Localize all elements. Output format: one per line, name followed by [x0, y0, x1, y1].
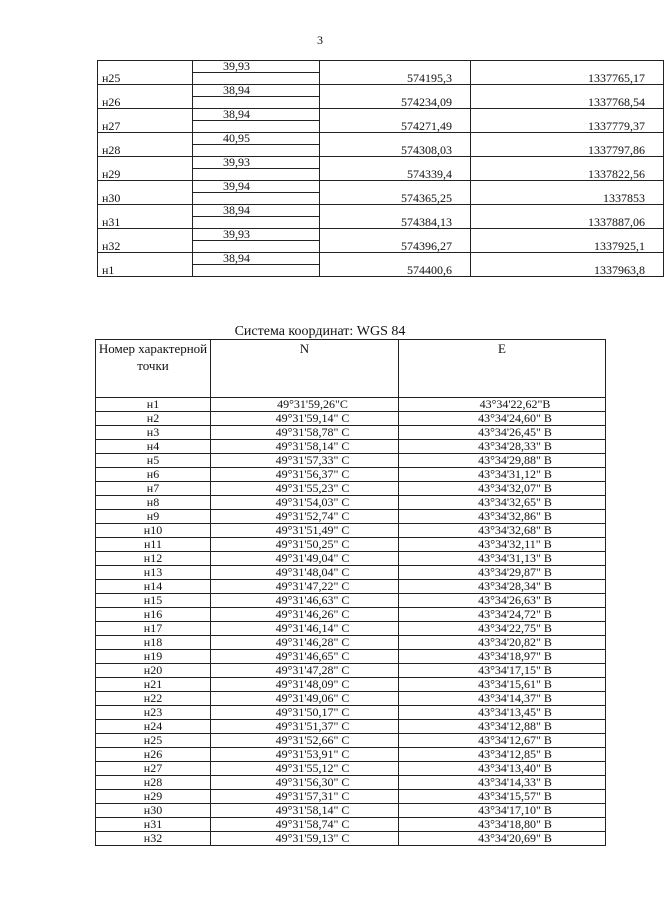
latitude-cell: 49°31'54,03" С	[211, 496, 399, 510]
y-coordinate-cell: 1337822,56	[471, 169, 664, 181]
longitude-cell: 43°34'26,63" В	[399, 594, 606, 608]
latitude-cell: 49°31'51,37" С	[211, 720, 399, 734]
distance-row	[98, 181, 664, 193]
point-name-cell: н15	[96, 594, 211, 608]
table-cell	[193, 145, 320, 157]
table-row	[96, 510, 606, 524]
table-cell	[193, 97, 320, 109]
table-row	[96, 580, 606, 594]
table-row	[98, 73, 664, 85]
point-name-cell: н27	[98, 121, 193, 133]
coordinates-table-continued	[97, 60, 664, 277]
point-name-cell: н26	[98, 97, 193, 109]
point-name-cell: н32	[96, 832, 211, 846]
longitude-cell: 43°34'31,12" В	[399, 468, 606, 482]
latitude-cell: 49°31'56,30" С	[211, 776, 399, 790]
distance-row	[98, 157, 664, 169]
point-name-cell: н9	[96, 510, 211, 524]
y-coordinate-cell: 1337887,06	[471, 217, 664, 229]
point-name-cell: н4	[96, 440, 211, 454]
longitude-cell: 43°34'31,13" В	[399, 552, 606, 566]
table-row	[98, 169, 664, 181]
latitude-cell: 49°31'50,17" С	[211, 706, 399, 720]
point-name-cell: н13	[96, 566, 211, 580]
longitude-cell: 43°34'13,45" В	[399, 706, 606, 720]
page-number: 3	[317, 33, 323, 47]
x-coordinate-cell: 574308,03	[320, 145, 471, 157]
longitude-cell: 43°34'20,82" В	[399, 636, 606, 650]
table-row	[96, 748, 606, 762]
header-point-number: Номер характерной точки	[96, 340, 211, 398]
point-name-cell: н29	[96, 790, 211, 804]
table-cell	[193, 73, 320, 85]
latitude-cell: 49°31'52,66" С	[211, 734, 399, 748]
x-coordinate-cell: 574195,3	[320, 73, 471, 85]
table-row	[96, 790, 606, 804]
x-coordinate-cell: 574384,13	[320, 217, 471, 229]
longitude-cell: 43°34'18,97" В	[399, 650, 606, 664]
point-name-cell: н28	[98, 145, 193, 157]
distance-cell: 39,94	[193, 181, 320, 193]
longitude-cell: 43°34'22,75" В	[399, 622, 606, 636]
table-row	[96, 692, 606, 706]
table-cell	[193, 241, 320, 253]
table-row	[96, 454, 606, 468]
x-coordinate-cell: 574365,25	[320, 193, 471, 205]
point-name-cell: н14	[96, 580, 211, 594]
distance-row	[98, 85, 664, 97]
table-row	[96, 720, 606, 734]
latitude-cell: 49°31'58,74" С	[211, 818, 399, 832]
point-name-cell: н19	[96, 650, 211, 664]
table-cell	[193, 217, 320, 229]
latitude-cell: 49°31'52,74" С	[211, 510, 399, 524]
x-coordinate-cell: 574396,27	[320, 241, 471, 253]
table-row	[96, 776, 606, 790]
distance-row	[98, 133, 664, 145]
latitude-cell: 49°31'50,25" С	[211, 538, 399, 552]
distance-row	[98, 253, 664, 265]
distance-cell: 38,94	[193, 205, 320, 217]
latitude-cell: 49°31'49,04" С	[211, 552, 399, 566]
latitude-cell: 49°31'46,14" С	[211, 622, 399, 636]
x-coordinate-cell: 574234,09	[320, 97, 471, 109]
longitude-cell: 43°34'28,34" В	[399, 580, 606, 594]
distance-cell: 39,93	[193, 229, 320, 241]
longitude-cell: 43°34'32,11" В	[399, 538, 606, 552]
latitude-cell: 49°31'47,28" С	[211, 664, 399, 678]
longitude-cell: 43°34'14,37" В	[399, 692, 606, 706]
longitude-cell: 43°34'24,60" В	[399, 412, 606, 426]
table-row	[96, 440, 606, 454]
header-e: E	[399, 340, 606, 398]
point-name-cell: н30	[98, 193, 193, 205]
y-coordinate-cell: 1337853	[471, 193, 664, 205]
distance-cell: 38,94	[193, 253, 320, 265]
point-name-cell: н16	[96, 608, 211, 622]
point-name-cell: н24	[96, 720, 211, 734]
distance-cell: 39,93	[193, 157, 320, 169]
y-coordinate-cell: 1337768,54	[471, 97, 664, 109]
table-row	[96, 636, 606, 650]
table-row	[96, 664, 606, 678]
latitude-cell: 49°31'51,49" С	[211, 524, 399, 538]
table-row	[98, 121, 664, 133]
table-row	[98, 97, 664, 109]
table-row	[98, 193, 664, 205]
latitude-cell: 49°31'47,22" С	[211, 580, 399, 594]
longitude-cell: 43°34'12,88" В	[399, 720, 606, 734]
coordinates-table-body	[98, 61, 664, 277]
distance-row	[98, 109, 664, 121]
wgs84-table-body	[96, 398, 606, 846]
table-row	[96, 594, 606, 608]
latitude-cell: 49°31'56,37" С	[211, 468, 399, 482]
point-name-cell: н23	[96, 706, 211, 720]
point-name-cell: н3	[96, 426, 211, 440]
table-cell	[193, 265, 320, 277]
table-row	[96, 496, 606, 510]
longitude-cell: 43°34'14,33" В	[399, 776, 606, 790]
y-coordinate-cell: 1337765,17	[471, 73, 664, 85]
table-row	[96, 552, 606, 566]
longitude-cell: 43°34'12,85" В	[399, 748, 606, 762]
point-name-cell: н30	[96, 804, 211, 818]
table-row	[96, 524, 606, 538]
table-row	[96, 678, 606, 692]
point-name-cell: н29	[98, 169, 193, 181]
longitude-cell: 43°34'15,61" В	[399, 678, 606, 692]
table-row	[98, 145, 664, 157]
table-row	[96, 566, 606, 580]
latitude-cell: 49°31'48,04" С	[211, 566, 399, 580]
y-coordinate-cell: 1337779,37	[471, 121, 664, 133]
point-name-cell: н28	[96, 776, 211, 790]
longitude-cell: 43°34'15,57" В	[399, 790, 606, 804]
point-name-cell: н20	[96, 664, 211, 678]
point-name-cell: н18	[96, 636, 211, 650]
latitude-cell: 49°31'48,09" С	[211, 678, 399, 692]
point-name-cell: н27	[96, 762, 211, 776]
latitude-cell: 49°31'46,26" С	[211, 608, 399, 622]
latitude-cell: 49°31'55,23" С	[211, 482, 399, 496]
table-row	[96, 818, 606, 832]
latitude-cell: 49°31'46,28" С	[211, 636, 399, 650]
point-name-cell: н1	[96, 398, 211, 412]
point-name-cell: н25	[96, 734, 211, 748]
table-row	[98, 265, 664, 277]
point-name-cell: н22	[96, 692, 211, 706]
point-name-cell: н31	[96, 818, 211, 832]
table-row	[98, 217, 664, 229]
point-name-cell: н7	[96, 482, 211, 496]
table-header-row	[96, 340, 606, 398]
x-coordinate-cell: 574400,6	[320, 265, 471, 277]
table-row	[96, 608, 606, 622]
latitude-cell: 49°31'53,91" С	[211, 748, 399, 762]
table-row	[96, 538, 606, 552]
latitude-cell: 49°31'59,14" С	[211, 412, 399, 426]
longitude-cell: 43°34'29,88" В	[399, 454, 606, 468]
latitude-cell: 49°31'59,26"С	[211, 398, 399, 412]
longitude-cell: 43°34'17,10" В	[399, 804, 606, 818]
point-name-cell: н11	[96, 538, 211, 552]
latitude-cell: 49°31'58,78" С	[211, 426, 399, 440]
table-row	[96, 468, 606, 482]
latitude-cell: 49°31'46,63" С	[211, 594, 399, 608]
longitude-cell: 43°34'32,86" В	[399, 510, 606, 524]
point-name-cell: н1	[98, 265, 193, 277]
table-row	[96, 804, 606, 818]
table-row	[96, 398, 606, 412]
distance-cell: 39,93	[193, 61, 320, 73]
longitude-cell: 43°34'32,07" В	[399, 482, 606, 496]
longitude-cell: 43°34'22,62"В	[399, 398, 606, 412]
table-row	[96, 622, 606, 636]
table-cell	[193, 193, 320, 205]
distance-cell: 40,95	[193, 133, 320, 145]
distance-cell: 38,94	[193, 85, 320, 97]
wgs84-coordinates-table	[95, 339, 606, 846]
distance-cell: 38,94	[193, 109, 320, 121]
table-cell	[193, 121, 320, 133]
longitude-cell: 43°34'29,87" В	[399, 566, 606, 580]
point-name-cell: н21	[96, 678, 211, 692]
point-name-cell: н32	[98, 241, 193, 253]
point-name-cell: н2	[96, 412, 211, 426]
longitude-cell: 43°34'12,67" В	[399, 734, 606, 748]
longitude-cell: 43°34'20,69" В	[399, 832, 606, 846]
point-name-cell: н5	[96, 454, 211, 468]
longitude-cell: 43°34'26,45" В	[399, 426, 606, 440]
longitude-cell: 43°34'13,40" В	[399, 762, 606, 776]
table-row	[96, 482, 606, 496]
latitude-cell: 49°31'46,65" С	[211, 650, 399, 664]
coordinate-system-title: Система координат: WGS 84	[234, 324, 406, 339]
latitude-cell: 49°31'58,14" С	[211, 804, 399, 818]
latitude-cell: 49°31'55,12" С	[211, 762, 399, 776]
point-name-cell: н17	[96, 622, 211, 636]
longitude-cell: 43°34'18,80" В	[399, 818, 606, 832]
y-coordinate-cell: 1337963,8	[471, 265, 664, 277]
x-coordinate-cell: 574271,49	[320, 121, 471, 133]
point-name-cell: н8	[96, 496, 211, 510]
table-row	[96, 706, 606, 720]
y-coordinate-cell: 1337925,1	[471, 241, 664, 253]
latitude-cell: 49°31'57,33" С	[211, 454, 399, 468]
table-row	[96, 832, 606, 846]
latitude-cell: 49°31'49,06" С	[211, 692, 399, 706]
point-name-cell: н26	[96, 748, 211, 762]
table-row	[96, 426, 606, 440]
table-row	[96, 650, 606, 664]
longitude-cell: 43°34'24,72" В	[399, 608, 606, 622]
header-n: N	[211, 340, 399, 398]
longitude-cell: 43°34'32,65" В	[399, 496, 606, 510]
latitude-cell: 49°31'58,14" С	[211, 440, 399, 454]
longitude-cell: 43°34'32,68" В	[399, 524, 606, 538]
latitude-cell: 49°31'59,13" С	[211, 832, 399, 846]
distance-row	[98, 61, 664, 73]
table-row	[96, 412, 606, 426]
latitude-cell: 49°31'57,31" С	[211, 790, 399, 804]
table-row	[96, 734, 606, 748]
x-coordinate-cell: 574339,4	[320, 169, 471, 181]
longitude-cell: 43°34'17,15" В	[399, 664, 606, 678]
point-name-cell: н25	[98, 73, 193, 85]
longitude-cell: 43°34'28,33" В	[399, 440, 606, 454]
distance-row	[98, 229, 664, 241]
table-row	[98, 241, 664, 253]
distance-row	[98, 205, 664, 217]
y-coordinate-cell: 1337797,86	[471, 145, 664, 157]
point-name-cell: н12	[96, 552, 211, 566]
table-cell	[193, 169, 320, 181]
point-name-cell: н31	[98, 217, 193, 229]
table-row	[96, 762, 606, 776]
point-name-cell: н10	[96, 524, 211, 538]
point-name-cell: н6	[96, 468, 211, 482]
